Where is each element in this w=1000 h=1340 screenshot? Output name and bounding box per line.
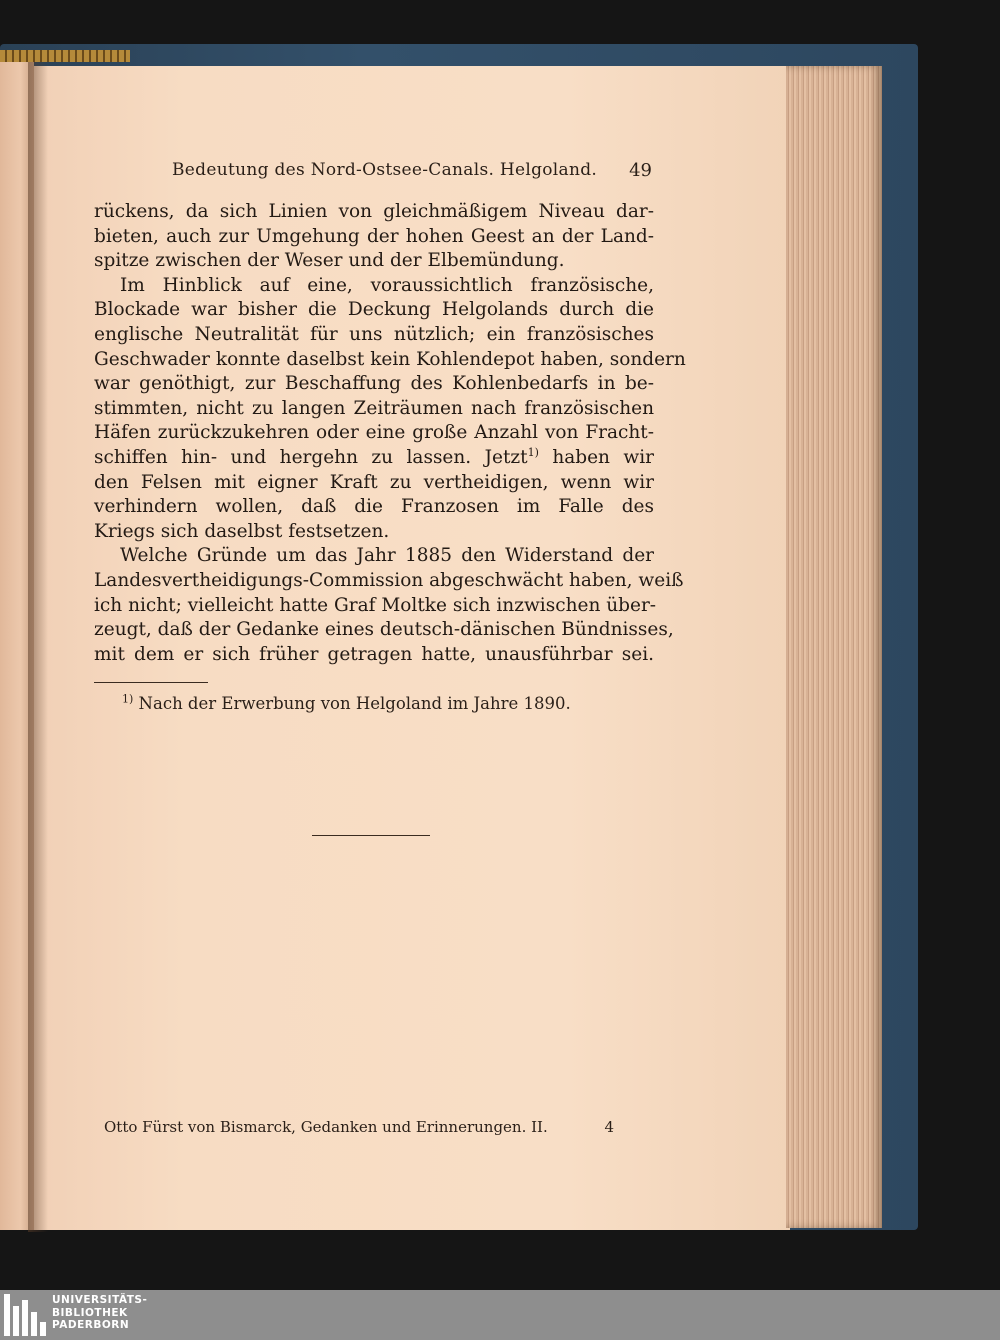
text-line-with-footnote <box>94 446 654 471</box>
signature-text: Otto Fürst von Bismarck, Gedanken und Erinnerungen. II. <box>104 1118 548 1136</box>
text-line: den Felsen mit eigner Kraft zu vertheidigen, wenn wir <box>94 471 654 493</box>
page-fore-edge <box>786 66 882 1228</box>
text-line: englische Neutralität für uns nützlich; ein französisches <box>94 323 654 345</box>
text-line: zeugt, daß der Gedanke eines deutsch-dänischen Bündnisses, <box>94 619 674 641</box>
text-line: Im Hinblick auf eine, voraussichtlich französische, <box>120 274 654 296</box>
text-line: verhindern wollen, daß die Franzosen im Falle des <box>94 496 654 518</box>
body-text <box>94 200 686 667</box>
text-line: ich nicht; vielleicht hatte Graf Moltke sich inzwischen über- <box>94 594 657 616</box>
book-headband <box>0 50 130 62</box>
library-name-line: BIBLIOTHEK <box>52 1306 128 1319</box>
footnote-mark: 1) <box>122 692 134 706</box>
text-line: war genöthigt, zur Beschaffung des Kohlenbedarfs in be- <box>94 373 654 395</box>
running-header-title: Bedeutung des Nord-Ostsee-Canals. Helgoland. <box>172 160 598 180</box>
footnote-text: Nach der Erwerbung von Helgoland im Jahre 1890. <box>138 694 571 713</box>
library-name <box>52 1294 147 1332</box>
sheet-number: 4 <box>604 1118 614 1136</box>
library-name-line: UNIVERSITÄTS- <box>52 1294 148 1306</box>
footnote <box>122 694 571 713</box>
text-line: Kriegs sich daselbst festsetzen. <box>94 520 390 542</box>
text-line: stimmten, nicht zu langen Zeiträumen nach französischen <box>94 397 654 419</box>
library-footer <box>0 1290 1000 1340</box>
text-line: spitze zwischen der Weser und der Elbemündung. <box>94 250 565 272</box>
text-line: Häfen zurückzukehren oder eine große Anzahl von Fracht- <box>94 422 654 444</box>
text-line: rückens, da sich Linien von gleichmäßigem Niveau dar- <box>94 201 654 222</box>
text-line-head: schiffen hin- und hergehn zu lassen. Jetzt <box>94 446 528 468</box>
sheet-signature <box>104 1118 614 1136</box>
text-line: Landesvertheidigungs-Commission abgeschwächt haben, weiß <box>94 569 684 591</box>
text-line: bieten, auch zur Umgehung der hohen Geest an der Land- <box>94 225 654 247</box>
library-logo-icon <box>4 1294 46 1336</box>
end-divider <box>312 835 430 836</box>
library-name-line: PADERBORN <box>52 1319 130 1331</box>
footnote-reference[interactable]: 1) <box>527 445 539 459</box>
text-line: Geschwader konnte daselbst kein Kohlendepot haben, sondern <box>94 348 686 370</box>
footnote-divider <box>94 682 208 683</box>
page-gutter <box>28 62 48 1232</box>
running-header <box>172 160 652 184</box>
text-line: mit dem er sich früher getragen hatte, unausführbar sei. <box>94 643 654 665</box>
text-line-tail: haben wir <box>538 446 654 468</box>
page-number: 49 <box>629 160 652 181</box>
text-line: Welche Gründe um das Jahr 1885 den Widerstand der <box>120 545 654 567</box>
text-line: Blockade war bisher die Deckung Helgolands durch die <box>94 299 654 321</box>
